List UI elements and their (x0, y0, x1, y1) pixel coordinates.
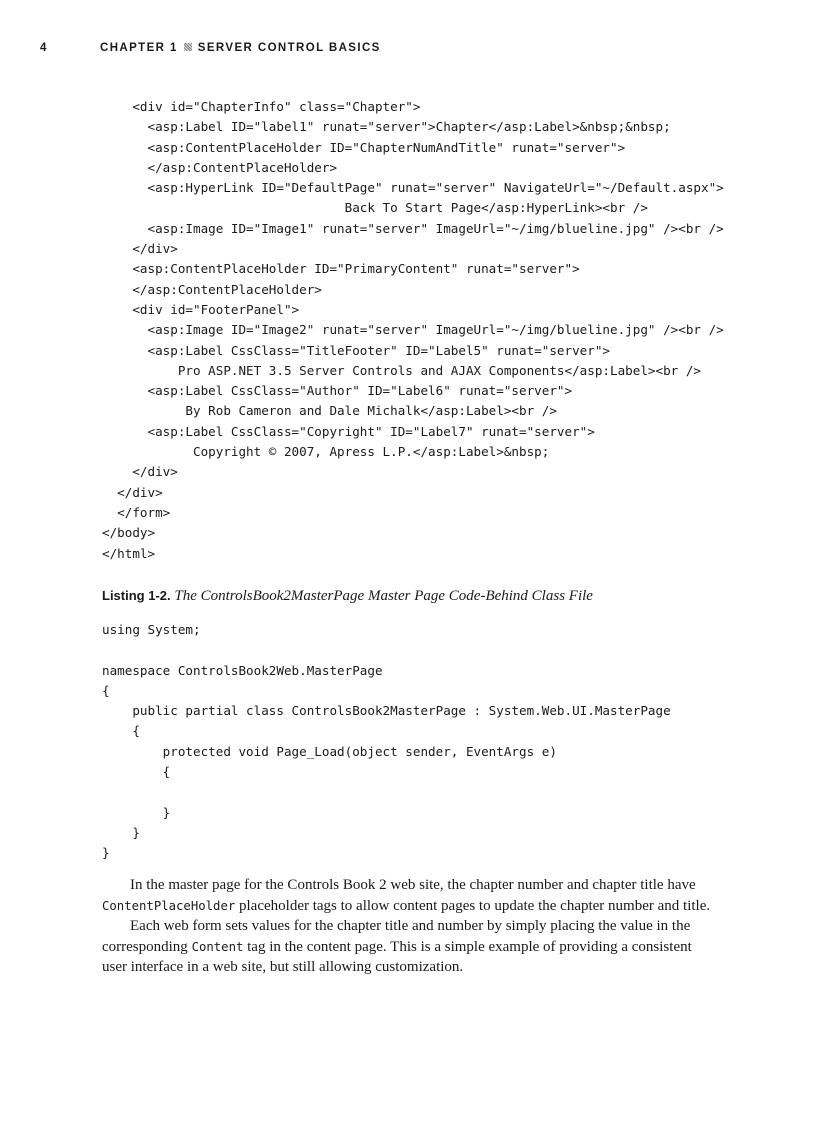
code-line: { (102, 764, 171, 780)
code-line: namespace ControlsBook2Web.MasterPage (102, 662, 383, 678)
code-line: Back To Start Page</asp:HyperLink><br /> (102, 200, 648, 216)
paragraph-text: Each web form sets values for the chapter title and number by simply placing the value in the corresponding (102, 918, 691, 955)
code-line: <asp:Image ID="Image1" runat="server" ImageUrl="~/img/blueline.jpg" /><br /> (102, 220, 724, 236)
code-line: <asp:Label ID="label1" runat="server">Chapter</asp:Label>&nbsp;&nbsp; (102, 119, 671, 135)
body-text (102, 875, 714, 978)
code-line: </div> (102, 484, 163, 500)
chapter-title: SERVER CONTROL BASICS (197, 42, 381, 54)
code-line: { (102, 723, 140, 739)
code-line: </asp:ContentPlaceHolder> (102, 159, 338, 175)
code-line: </asp:ContentPlaceHolder> (102, 281, 322, 297)
paragraph (102, 916, 714, 978)
page-number: 4 (40, 42, 48, 54)
code-line: <asp:ContentPlaceHolder ID="PrimaryContent" runat="server"> (102, 261, 580, 277)
paragraph-text: In the master page for the Controls Book 2 web site, the chapter number and chapter title have (130, 877, 696, 893)
code-line: { (102, 682, 110, 698)
code-line: } (102, 845, 110, 861)
code-line: </div> (102, 241, 178, 257)
code-line: <div id="FooterPanel"> (102, 301, 300, 317)
chapter-label: CHAPTER 1 (100, 42, 178, 54)
code-line: </form> (102, 504, 171, 520)
code-line: <asp:ContentPlaceHolder ID="ChapterNumAndTitle" runat="server"> (102, 139, 626, 155)
code-line: <asp:Label CssClass="Author" ID="Label6" runat="server"> (102, 383, 573, 399)
code-line: </html> (102, 545, 156, 561)
listing-caption (102, 588, 593, 605)
code-line: <asp:HyperLink ID="DefaultPage" runat="server" NavigateUrl="~/Default.aspx"> (102, 180, 724, 196)
code-line: <asp:Label CssClass="Copyright" ID="Label7" runat="server"> (102, 423, 595, 439)
listing-label: Listing 1-2. (102, 588, 171, 603)
code-line: Copyright © 2007, Apress L.P.</asp:Label>&nbsp; (102, 444, 550, 460)
code-listing-1 (102, 97, 724, 564)
header-separator-icon (184, 43, 192, 51)
running-title (100, 42, 381, 54)
code-line: Pro ASP.NET 3.5 Server Controls and AJAX Components</asp:Label><br /> (102, 362, 701, 378)
code-line: </div> (102, 464, 178, 480)
code-line: public partial class ControlsBook2MasterPage : System.Web.UI.MasterPage (102, 703, 671, 719)
paragraph (102, 875, 714, 916)
paragraph-text: tag in the content page. This is a simple example of providing a consistent user interface in a web site, but still allowing customization. (102, 938, 692, 976)
code-line: } (102, 804, 171, 820)
listing-title: The ControlsBook2MasterPage Master Page Code-Behind Class File (174, 588, 593, 604)
running-header (40, 42, 776, 58)
code-line: <asp:Label CssClass="TitleFooter" ID="Label5" runat="server"> (102, 342, 610, 358)
code-line: <asp:Image ID="Image2" runat="server" ImageUrl="~/img/blueline.jpg" /><br /> (102, 322, 724, 338)
paragraph-text: placeholder tags to allow content pages to update the chapter number and title. (235, 897, 711, 914)
code-line: <div id="ChapterInfo" class="Chapter"> (102, 99, 421, 114)
code-line: protected void Page_Load(object sender, EventArgs e) (102, 743, 557, 759)
code-listing-2 (102, 620, 671, 864)
code-line: By Rob Cameron and Dale Michalk</asp:Label><br /> (102, 403, 557, 419)
inline-code: ContentPlaceHolder (102, 898, 236, 913)
code-line: using System; (102, 622, 201, 637)
inline-code: Content (191, 939, 244, 954)
code-line: </body> (102, 525, 156, 541)
code-line: } (102, 824, 140, 840)
